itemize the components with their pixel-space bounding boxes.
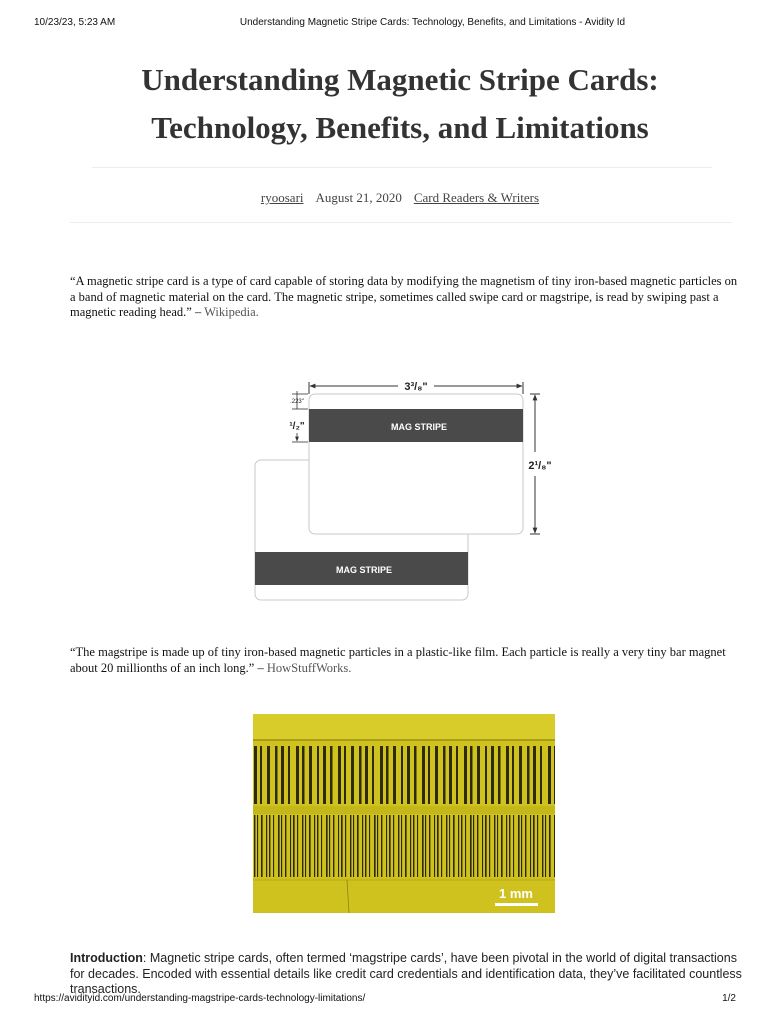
stripe-band [288, 746, 290, 804]
stripe-band [323, 746, 326, 804]
introduction-paragraph [70, 951, 746, 998]
stripe-band [309, 815, 311, 877]
stripe-band [297, 815, 298, 877]
stripe-band [527, 746, 530, 804]
stripe-band [374, 815, 376, 877]
stripe-band [458, 815, 459, 877]
stripe-band [465, 815, 466, 877]
stripe-band [540, 746, 542, 804]
stripe-band [389, 815, 391, 877]
stripe-band [518, 815, 520, 877]
howstuffworks-quote-text: “The magstripe is made up of tiny iron-based magnetic particles in a plastic-like film. Each particle is really a very tiny bar magnet about 20 millionths of an inch long.” – [70, 645, 726, 675]
offset-dimension-label: .223" [290, 399, 304, 405]
stripe-band [401, 815, 402, 877]
post-date: August 21, 2020 [315, 190, 402, 205]
print-doc-title: Understanding Magnetic Stripe Cards: Technology, Benefits, and Limitations - Avidity Id [239, 17, 626, 28]
stripe-band [405, 815, 407, 877]
stripe-band [533, 815, 535, 877]
stripe-band [519, 746, 522, 804]
stripe-band [449, 815, 450, 877]
stripe-band [257, 815, 258, 877]
stripe-band [449, 746, 452, 804]
howstuffworks-quote [70, 645, 738, 676]
stripe-band [317, 746, 319, 804]
stripe-band [521, 815, 522, 877]
stripe-band [261, 815, 263, 877]
stripe-band [386, 746, 389, 804]
stripe-band [477, 815, 478, 877]
stripe-height-dimension-label: ¹/₂" [289, 421, 305, 432]
stripe-band [489, 815, 490, 877]
stripe-band [314, 815, 315, 877]
stripe-band [293, 815, 295, 877]
back-stripe-label: MAG STRIPE [335, 565, 393, 575]
stripe-band [464, 746, 467, 804]
stripe-band [302, 815, 303, 877]
stripe-band [407, 746, 410, 804]
stripe-band [309, 746, 312, 804]
magstripe-micrograph [253, 714, 555, 913]
stripe-band [329, 815, 330, 877]
stripe-band [482, 815, 483, 877]
stripe-band [512, 746, 514, 804]
stripe-band [260, 746, 262, 804]
stripe-band [380, 746, 383, 804]
width-dimension-label: 3³/₈" [404, 381, 428, 393]
stripe-band [429, 815, 430, 877]
stripe-band [285, 815, 286, 877]
stripe-band [398, 815, 399, 877]
stripe-band [254, 815, 255, 877]
stripe-band [381, 815, 382, 877]
print-footer [34, 993, 736, 1007]
stripe-band [359, 746, 362, 804]
stripe-band [485, 815, 487, 877]
stripe-band [513, 815, 514, 877]
stripe-band [296, 746, 299, 804]
stripe-band [410, 815, 411, 877]
stripe-band [273, 815, 274, 877]
stripe-band [498, 746, 501, 804]
print-url: https://avidityid.com/understanding-magstripe-cards-technology-limitations/ [34, 993, 366, 1004]
stripe-band [281, 746, 284, 804]
stripe-band [413, 815, 414, 877]
stripe-band [290, 815, 291, 877]
stripe-band [501, 815, 503, 877]
stripe-band [281, 815, 282, 877]
stripe-band [425, 815, 426, 877]
stripe-band [341, 815, 343, 877]
stripe-band [435, 746, 438, 804]
stripe-band [401, 746, 403, 804]
wikipedia-quote-text: “A magnetic stripe card is a type of card capable of storing data by modifying the magnetism of tiny iron-based magnetic particles on a band of magnetic material on the card. The magnetic stripe, sometimes called swipe card or magstripe, is read by swiping past a magnetic reading head.” – [70, 274, 738, 319]
stripe-band [548, 746, 551, 804]
print-header [34, 17, 736, 31]
print-page-number: 1/2 [722, 993, 736, 1004]
stripe-band [434, 815, 435, 877]
stripe-band [545, 815, 546, 877]
stripe-band [456, 746, 458, 804]
stripe-band [509, 815, 510, 877]
article-meta [0, 190, 768, 206]
stripe-band [344, 746, 346, 804]
stripe-band [422, 746, 425, 804]
stripe-band [393, 815, 394, 877]
stripe-band [549, 815, 551, 877]
height-dimension-label: 2¹/₈" [528, 460, 552, 472]
stripe-band [365, 815, 366, 877]
stripe-band [525, 815, 526, 877]
stripe-band [362, 815, 363, 877]
stripe-band [317, 815, 318, 877]
stripe-band [345, 815, 346, 877]
title-divider [92, 167, 712, 168]
stripe-band [554, 815, 555, 877]
stripe-band [302, 746, 305, 804]
stripe-band [269, 815, 270, 877]
introduction-label: Introduction [70, 951, 143, 965]
stripe-band [365, 746, 368, 804]
stripe-band [554, 746, 555, 804]
stripe-band [326, 815, 328, 877]
magstripe-card-diagram [250, 372, 570, 607]
stripe-band [372, 746, 374, 804]
stripe-band [470, 746, 473, 804]
article-title-line1: Understanding Magnetic Stripe Cards: [141, 62, 659, 97]
stripe-band [351, 746, 354, 804]
stripe-band [537, 815, 538, 877]
wikipedia-quote [70, 274, 738, 321]
stripe-band [441, 815, 442, 877]
stripe-band [267, 746, 270, 804]
stripe-band [446, 815, 447, 877]
article-title [90, 56, 710, 152]
stripe-band [386, 815, 387, 877]
stripe-band [338, 746, 341, 804]
stripe-band [477, 746, 480, 804]
scale-bar-label: 1 mm [499, 886, 533, 901]
print-timestamp: 10/23/23, 5:23 AM [34, 17, 116, 28]
stripe-band [377, 815, 378, 877]
stripe-band [443, 746, 446, 804]
author-link[interactable]: ryoosari [260, 190, 304, 205]
stripe-band [275, 746, 278, 804]
stripe-band [330, 746, 333, 804]
stripe-band [461, 815, 462, 877]
stripe-band [533, 746, 536, 804]
stripe-band [491, 746, 494, 804]
stripe-band [338, 815, 339, 877]
stripe-band [254, 746, 257, 804]
stripe-band [506, 815, 507, 877]
category-link[interactable]: Card Readers & Writers [413, 190, 540, 205]
stripe-band [357, 815, 359, 877]
stripe-band [278, 815, 280, 877]
introduction-text: : Magnetic stripe cards, often termed ‘magstripe cards’, have been pivotal in the world of digital transactions for decades. Encoded with essential details like credit card credentials and identification data, they’ve facilitated countless transactions. [70, 951, 742, 996]
stripe-band [530, 815, 531, 877]
front-stripe-label: MAG STRIPE [390, 422, 448, 432]
stripe-band [485, 746, 487, 804]
stripe-band [321, 815, 322, 877]
stripe-band [428, 746, 430, 804]
stripe-band [473, 815, 474, 877]
wikipedia-link[interactable]: Wikipedia. [204, 305, 259, 319]
stripe-band [414, 746, 417, 804]
stripe-band [506, 746, 509, 804]
stripe-band [422, 815, 424, 877]
howstuffworks-link[interactable]: HowStuffWorks. [266, 660, 352, 675]
stripe-band [305, 815, 306, 877]
stripe-band [333, 815, 334, 877]
stripe-band [494, 815, 495, 877]
stripe-band [470, 815, 472, 877]
stripe-band [497, 815, 498, 877]
stripe-band [353, 815, 354, 877]
stripe-band [542, 815, 543, 877]
stripe-band [393, 746, 396, 804]
stripe-band [417, 815, 418, 877]
meta-divider [70, 222, 732, 223]
scale-bar [495, 903, 538, 906]
stripe-band [266, 815, 267, 877]
stripe-band [369, 815, 370, 877]
stripe-band [453, 815, 455, 877]
stripe-band [437, 815, 439, 877]
stripe-band [350, 815, 351, 877]
article-title-line2: Technology, Benefits, and Limitations [151, 110, 649, 145]
